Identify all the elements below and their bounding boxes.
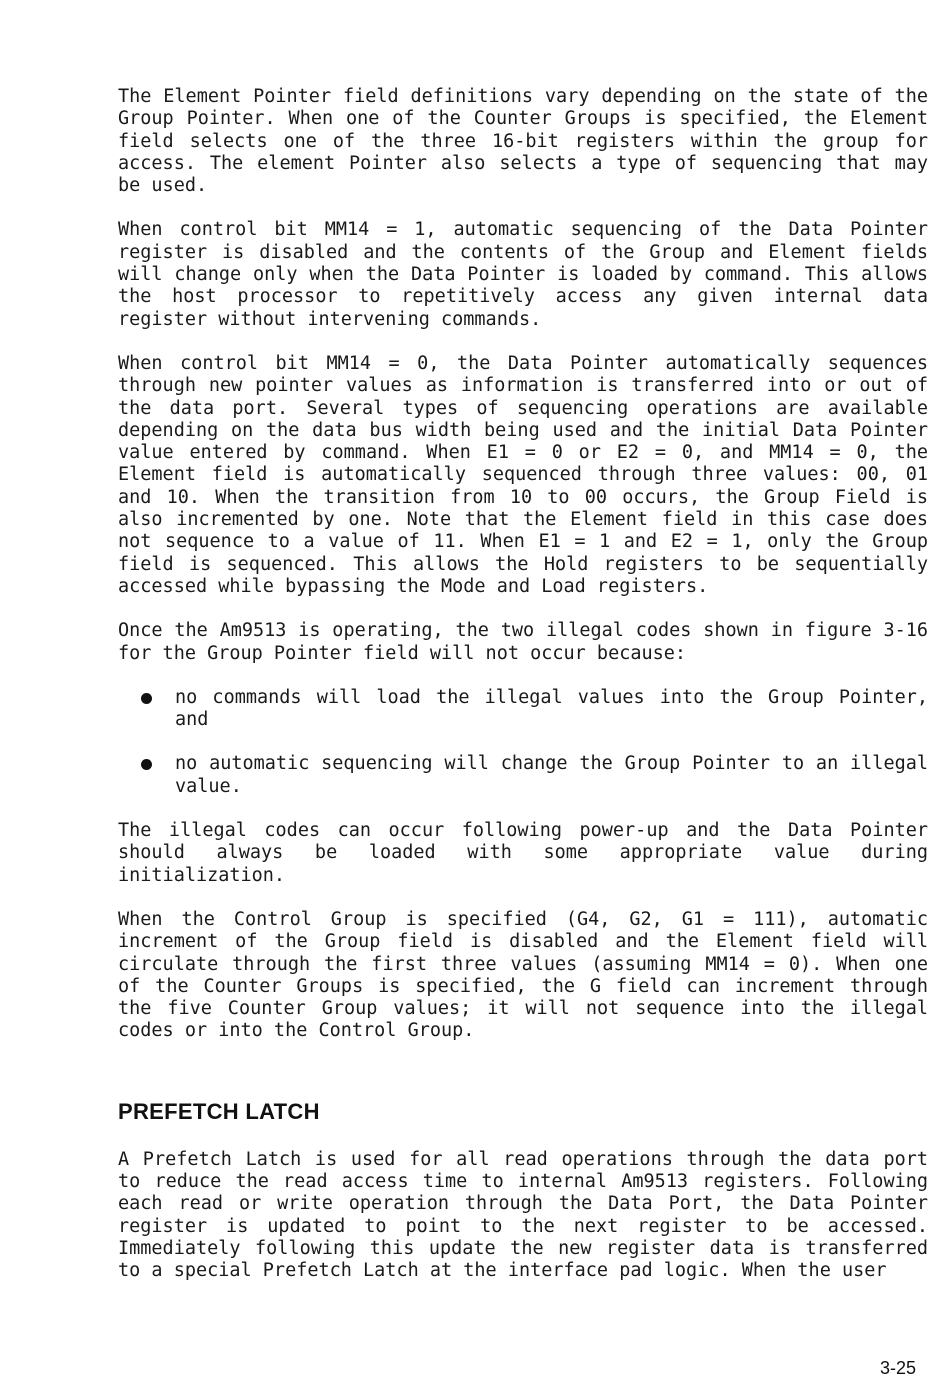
bullet-dot-icon: [141, 759, 152, 770]
bullet-item: [118, 753, 928, 798]
page-number: 3-25: [880, 1358, 917, 1378]
bullet-text: no automatic sequencing will change the Group Pointer to an illegal value.: [175, 753, 928, 797]
document-page: [118, 86, 928, 1304]
paragraph-mm14-zero: When control bit MM14 = 0, the Data Pointer automatically sequences through new pointer values as information is transferred into or out of the data port. Several types of sequencing operations are available depending on the data bus width being used and the initial Data Pointer value entered by command. When E1 = 0 or E2 = 0, and MM14 = 0, the Element field is automatically sequenced through three values: 00, 01 and 10. When the transition from 10 to 00 occurs, the Group Field is also incremented by one. Note that the Element field in this case does not sequence to a value of 11. When E1 = 1 and E2 = 1, only the Group field is sequenced. This allows the Hold registers to be sequentially accessed while bypassing the Mode and Load registers.: [118, 352, 928, 597]
paragraph-power-up: The illegal codes can occur following power-up and the Data Pointer should always be loaded with some appropriate value during initialization.: [118, 820, 928, 886]
bullet-text: no commands will load the illegal values into the Group Pointer, and: [175, 686, 928, 731]
bullet-item: [118, 687, 928, 732]
section-heading: PREFETCH LATCH: [118, 1098, 320, 1124]
paragraph-illegal-codes-intro: Once the Am9513 is operating, the two illegal codes shown in figure 3-16 for the Group Pointer field will not occur because:: [118, 620, 928, 664]
paragraph-prefetch-latch: A Prefetch Latch is used for all read operations through the data port to reduce the read access time to internal Am9513 registers. Following each read or write operation through the Data Port, the Data Pointer register is updated to point to the next register to be accessed. Immediately following this update the new register data is transferred to a special Prefetch Latch at the interface pad logic. When the user: [118, 1148, 928, 1282]
bullet-list: [118, 687, 928, 798]
bullet-dot-icon: [141, 693, 152, 704]
paragraph-control-group: When the Control Group is specified (G4, G2, G1 = 111), automatic increment of the Group field is disabled and the Element field will circulate through the first three values (assuming MM14 = 0). When one of the Counter Groups is specified, the G field can increment through the five Counter Group values; it will not sequence into the illegal codes or into the Control Group.: [118, 908, 928, 1042]
paragraph-mm14-one: When control bit MM14 = 1, automatic sequencing of the Data Pointer register is disabled and the contents of the Group and Element fields will change only when the Data Pointer is loaded by command. This allows the host processor to repetitively access any given internal data register without intervening commands.: [118, 219, 928, 330]
paragraph-element-pointer: The Element Pointer field definitions vary depending on the state of the Group Pointer. When one of the Counter Groups is specified, the Element field selects one of the three 16-bit registers within the group for access. The element Pointer also selects a type of sequencing that may be used.: [118, 86, 928, 197]
